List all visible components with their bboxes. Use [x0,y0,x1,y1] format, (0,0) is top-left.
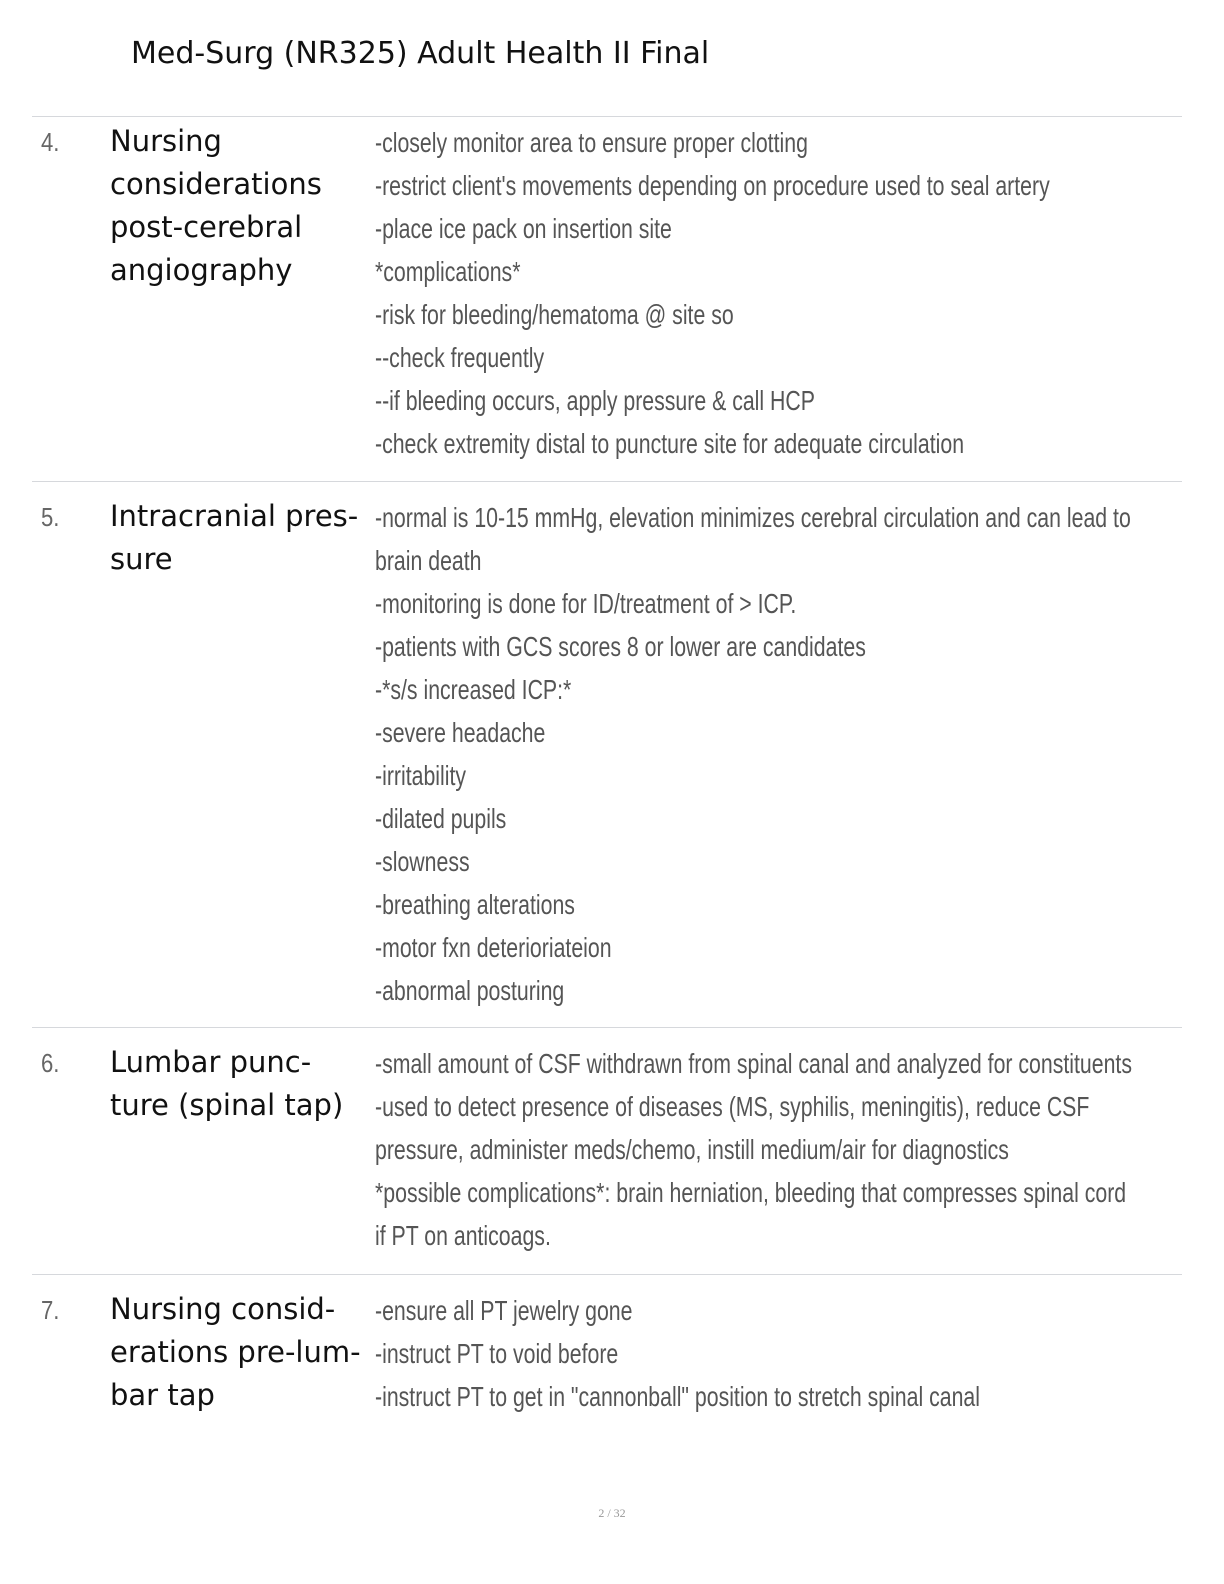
card-definition [375,1289,1175,1418]
definition-line: -monitoring is done for ID/treatment of > ICP. [375,588,797,619]
definition-line: -breathing alterations [375,889,575,920]
document-title: Med-Surg (NR325) Adult Health II Final [131,36,710,71]
term-line: Intracranial pres- [110,499,359,533]
term-line: ture (spinal tap) [110,1088,344,1122]
definition-line: pressure, administer meds/chemo, instill medium/air for diagnostics [375,1134,1009,1165]
definition-line: -slowness [375,846,470,877]
card-definition [375,121,1175,465]
term-line: Nursing consid- [110,1292,336,1326]
card-number: 7. [41,1295,60,1325]
definition-line: -*s/s increased ICP:* [375,674,572,705]
term-line: considerations [110,167,322,201]
definition-line: -restrict client's movements depending on procedure used to seal artery [375,170,1050,201]
definition-line: -irritability [375,760,467,791]
term-line: post-cerebral [110,210,303,244]
term-line: sure [110,542,173,576]
card-definition [375,1042,1175,1257]
definition-line: -used to detect presence of diseases (MS, syphilis, meningitis), reduce CSF [375,1091,1090,1122]
definition-line: -normal is 10-15 mmHg, elevation minimizes cerebral circulation and can lead to [375,502,1131,533]
card-term [110,1288,372,1417]
definition-line: -instruct PT to void before [375,1338,619,1369]
definition-line: -small amount of CSF withdrawn from spinal canal and analyzed for constituents [375,1048,1132,1079]
definition-line: -risk for bleeding/hematoma @ site so [375,299,734,330]
card-number: 4. [41,127,60,157]
term-line: erations pre-lum- [110,1335,361,1369]
definition-line: -dilated pupils [375,803,507,834]
definition-line: -abnormal posturing [375,975,565,1006]
page-indicator: 2 / 32 [598,1506,626,1520]
term-line: angiography [110,253,293,287]
definition-line: --if bleeding occurs, apply pressure & call HCP [375,385,815,416]
card-term [110,120,372,292]
definition-line: -place ice pack on insertion site [375,213,672,244]
flashcard [32,481,1182,1028]
definition-line: *possible complications*: brain herniation, bleeding that compresses spinal cord [375,1177,1127,1208]
term-line: Lumbar punc- [110,1045,312,1079]
card-number: 5. [41,502,60,532]
definition-line: -ensure all PT jewelry gone [375,1295,633,1326]
definition-line: *complications* [375,256,521,287]
term-line: bar tap [110,1378,215,1412]
flashcard [32,1027,1182,1275]
card-term [110,495,372,581]
definition-line: --check frequently [375,342,545,373]
definition-line: -closely monitor area to ensure proper clotting [375,127,808,158]
definition-line: -severe headache [375,717,546,748]
definition-line: -patients with GCS scores 8 or lower are candidates [375,631,866,662]
flashcard [32,1274,1182,1435]
card-definition [375,496,1175,1012]
term-line: Nursing [110,124,222,158]
card-term [110,1041,372,1127]
flashcard [32,116,1182,482]
definition-line: -instruct PT to get in "cannonball" position to stretch spinal canal [375,1381,980,1412]
card-number: 6. [41,1048,60,1078]
definition-line: -motor fxn deterioriateion [375,932,612,963]
definition-line: -check extremity distal to puncture site for adequate circulation [375,428,965,459]
definition-line: brain death [375,545,482,576]
definition-line: if PT on anticoags. [375,1220,551,1251]
